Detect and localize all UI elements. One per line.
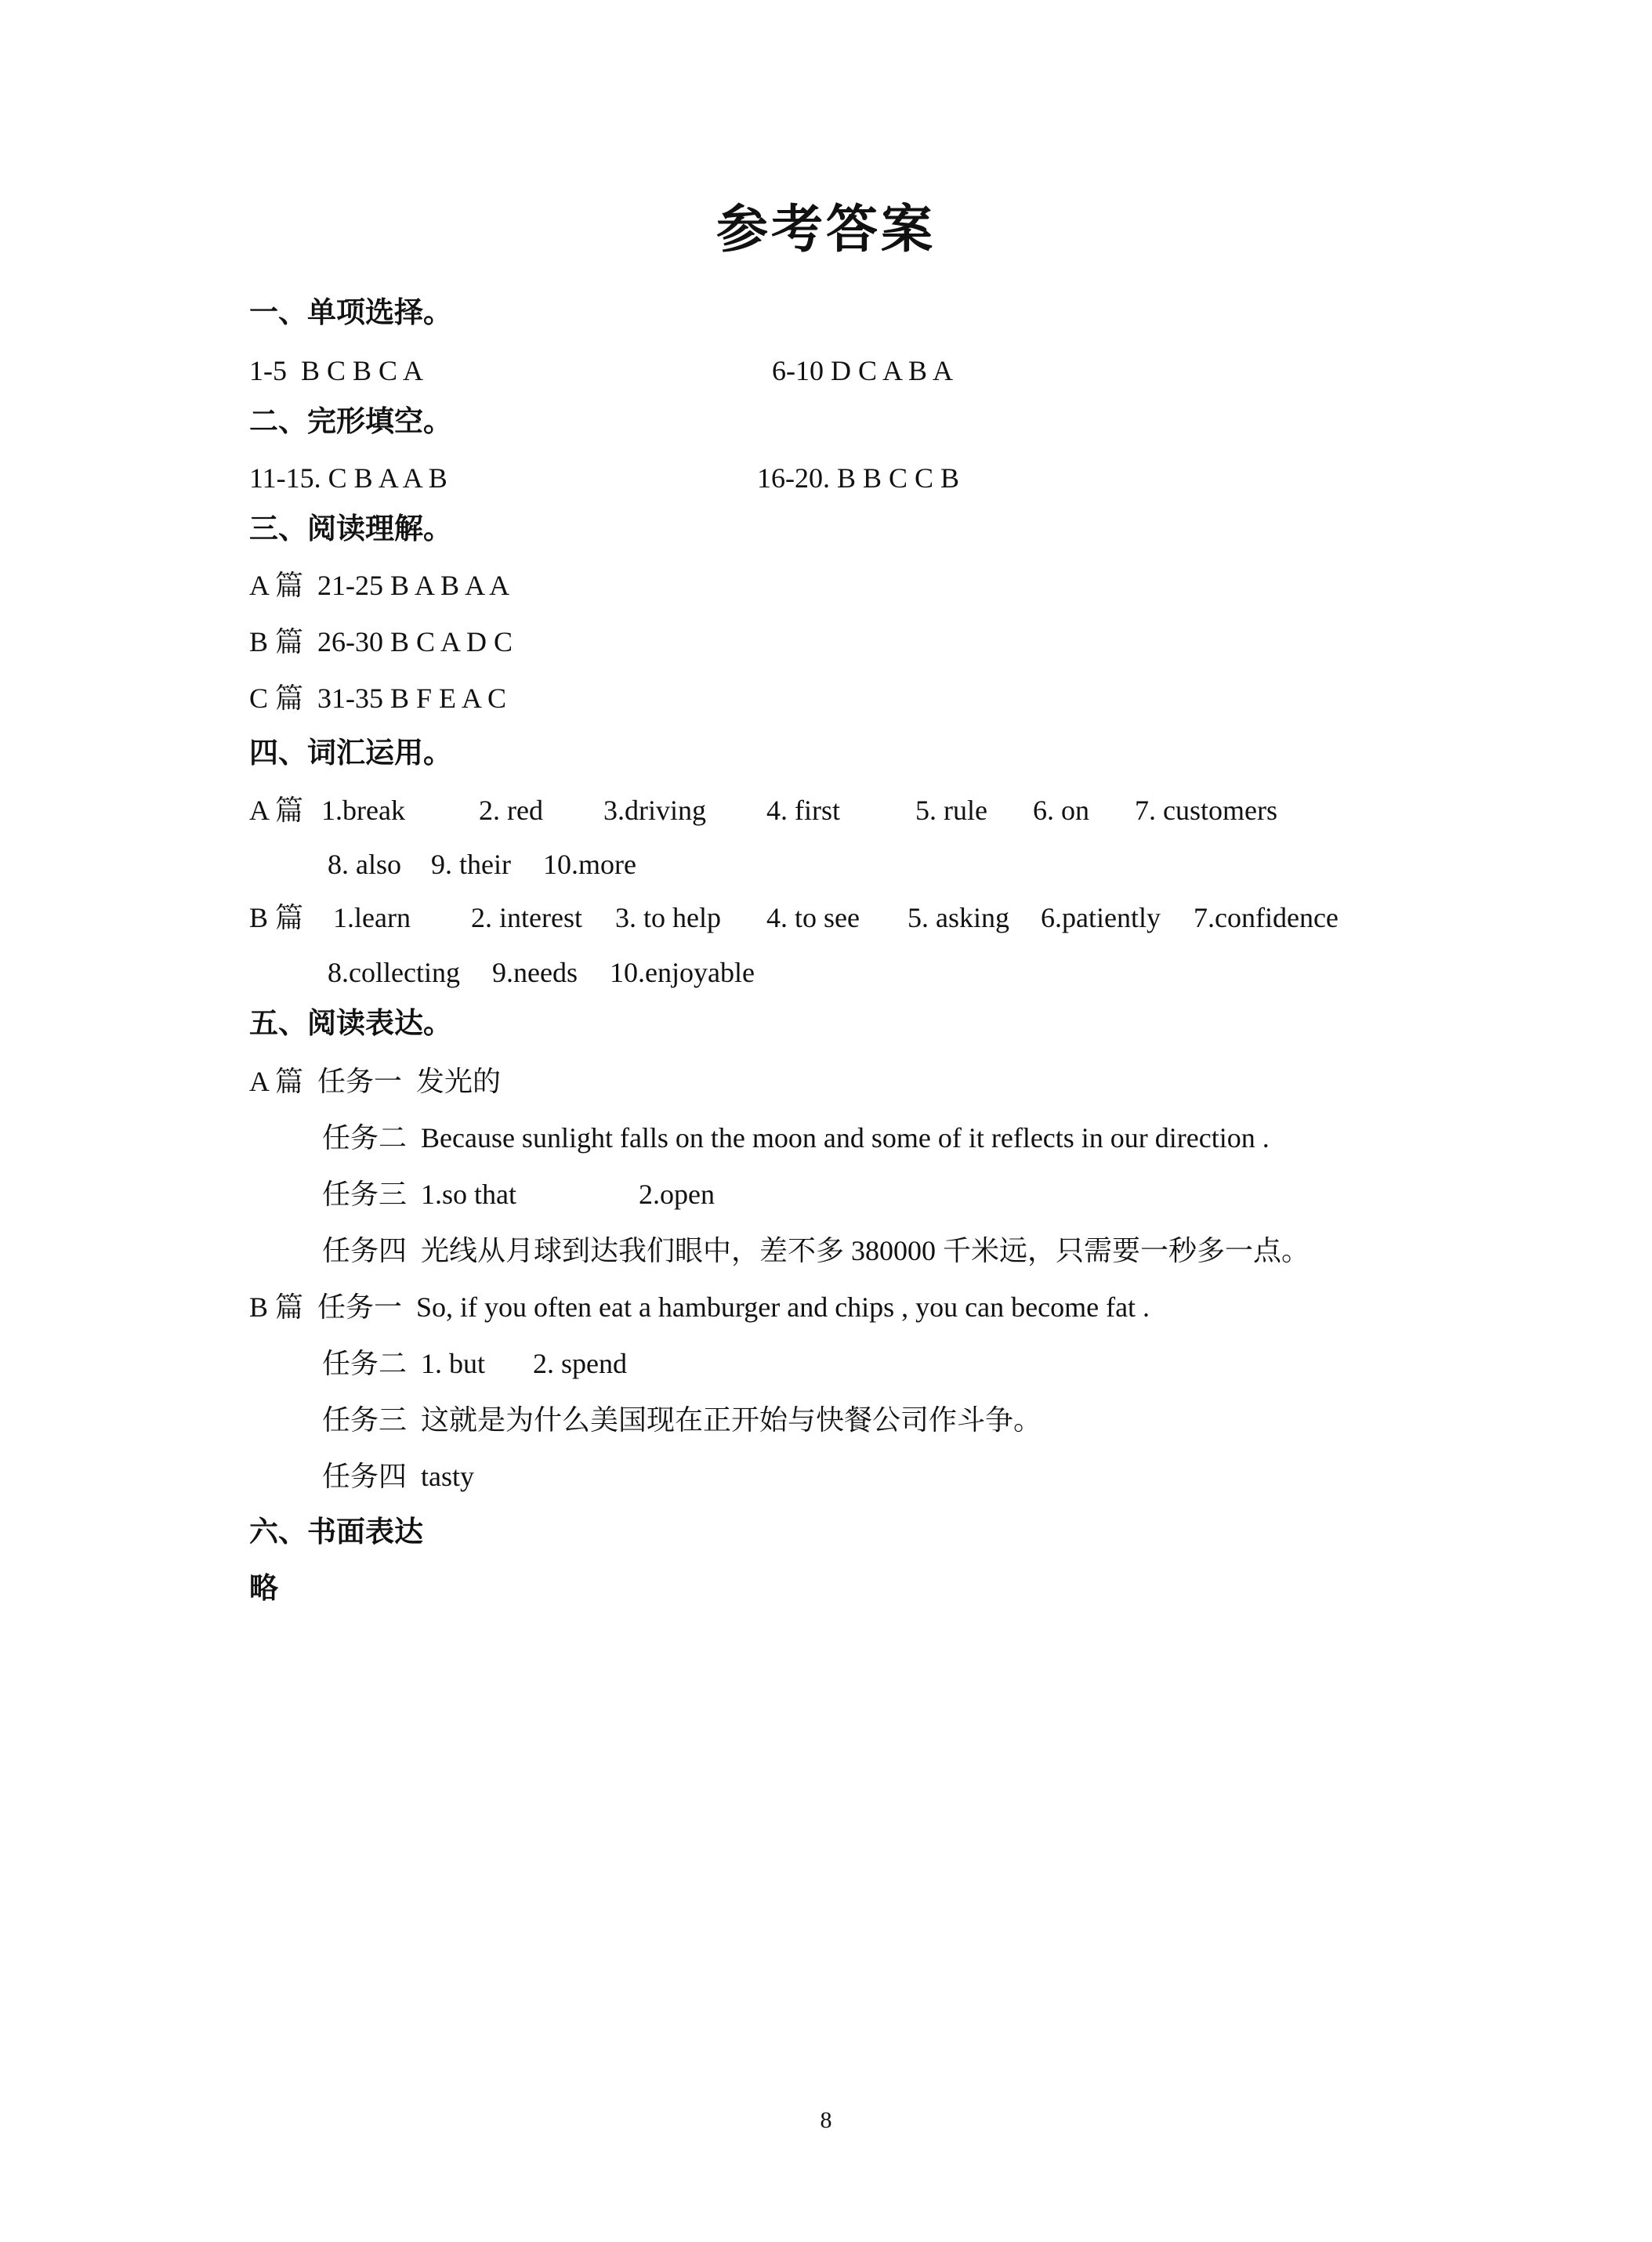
section-5-a-task2: 任务二 Because sunlight falls on the moon and some of it reflects in our direction . — [322, 1122, 1270, 1154]
vocab-b-10: 10.enjoyable — [610, 957, 755, 988]
vocab-a-7: 7. customers — [1135, 795, 1277, 826]
vocab-a-8: 8. also — [328, 849, 401, 880]
section-4-b-prefix: B 篇 — [249, 902, 304, 933]
vocab-b-9: 9.needs — [492, 957, 578, 988]
section-5-b-task2: 任务二 1. but — [322, 1348, 486, 1379]
section-3-heading: 三、阅读理解。 — [249, 513, 452, 545]
section-1-heading: 一、单项选择。 — [249, 297, 452, 329]
vocab-a-6: 6. on — [1033, 795, 1089, 826]
page-number: 8 — [820, 2107, 832, 2133]
section-1-answers-right: 6-10 D C A B A — [772, 355, 954, 386]
section-5-a-task3-open: 2.open — [639, 1179, 715, 1210]
vocab-a-9: 9. their — [431, 849, 511, 880]
section-4-a-prefix: A 篇 — [249, 795, 304, 826]
vocab-a-10: 10.more — [543, 849, 636, 880]
section-5-a-task4: 任务四 光线从月球到达我们眼中，差不多 380000 千米远，只需要一秒多一点。 — [322, 1235, 1310, 1266]
section-6-body: 略 — [249, 1573, 278, 1605]
vocab-b-3: 3. to help — [615, 902, 721, 933]
section-5-b-task4: 任务四 tasty — [322, 1461, 474, 1492]
section-3-passage-c: C 篇 31-35 B F E A C — [249, 683, 507, 714]
section-2-answers-left: 11-15. C B A A B — [249, 462, 447, 494]
section-5-b-task1: B 篇 任务一 So, if you often eat a hamburger and chips , you can become fat . — [249, 1291, 1150, 1323]
vocab-a-2: 2. red — [479, 795, 543, 826]
section-2-heading: 二、完形填空。 — [249, 406, 452, 438]
section-3-passage-a: A 篇 21-25 B A B A A — [249, 570, 510, 601]
section-6-heading: 六、书面表达 — [249, 1516, 423, 1548]
vocab-b-2: 2. interest — [471, 902, 582, 933]
vocab-b-6: 6.patiently — [1041, 902, 1161, 933]
vocab-a-1: 1.break — [321, 795, 405, 826]
vocab-b-7: 7.confidence — [1194, 902, 1339, 933]
section-3-passage-b: B 篇 26-30 B C A D C — [249, 626, 513, 657]
vocab-b-1: 1.learn — [333, 902, 411, 933]
section-5-a-task3: 任务三 1.so that — [322, 1179, 516, 1210]
vocab-b-8: 8.collecting — [328, 957, 460, 988]
vocab-b-4: 4. to see — [766, 902, 860, 933]
section-5-b-task2-spend: 2. spend — [533, 1348, 627, 1379]
vocab-a-3: 3.driving — [603, 795, 706, 826]
vocab-a-5: 5. rule — [915, 795, 987, 826]
section-5-a-task1: A 篇 任务一 发光的 — [249, 1066, 502, 1097]
section-4-heading: 四、词汇运用。 — [249, 737, 452, 770]
section-5-b-task3: 任务三 这就是为什么美国现在正开始与快餐公司作斗争。 — [322, 1404, 1042, 1436]
section-1-answers-left: 1-5 B C B C A — [249, 355, 424, 386]
vocab-a-4: 4. first — [766, 795, 840, 826]
vocab-b-5: 5. asking — [908, 902, 1009, 933]
page-title: 参考答案 — [716, 201, 936, 259]
section-5-heading: 五、阅读表达。 — [249, 1008, 452, 1040]
section-2-answers-right: 16-20. B B C C B — [757, 462, 960, 494]
